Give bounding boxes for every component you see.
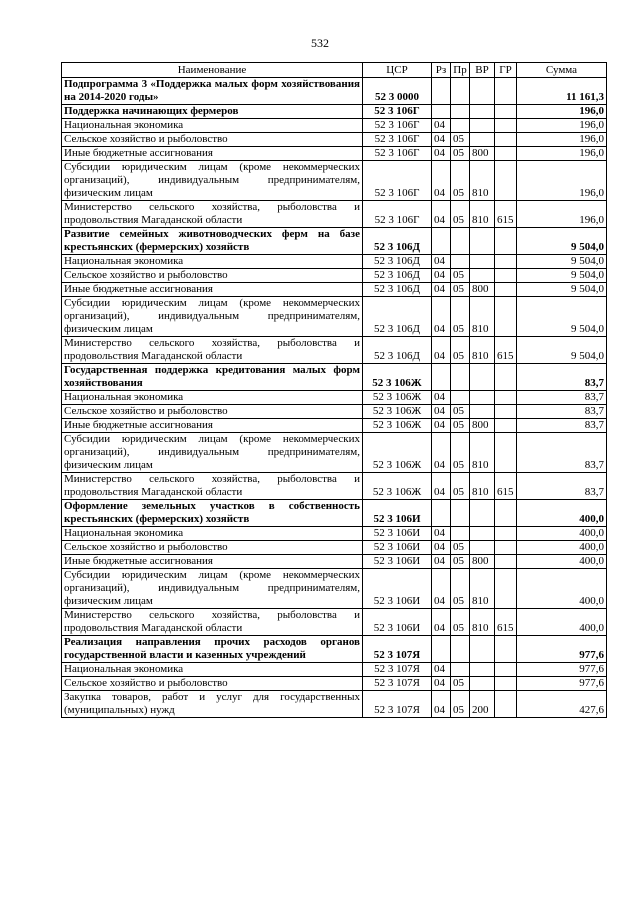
cell-vr <box>470 364 495 391</box>
table-row <box>62 228 607 255</box>
cell-gr: 615 <box>495 337 517 364</box>
cell-csr: 52 3 106Г <box>363 105 432 119</box>
cell-csr: 52 3 106И <box>363 555 432 569</box>
cell-name: Национальная экономика <box>62 119 363 133</box>
cell-vr: 810 <box>470 201 495 228</box>
table-row <box>62 161 607 201</box>
cell-name: Субсидии юридическим лицам (кроме некоммерческих организаций), индивидуальным предпринимателям, физическим лицам <box>62 433 363 473</box>
cell-rz <box>432 228 451 255</box>
table-row <box>62 133 607 147</box>
cell-rz: 04 <box>432 161 451 201</box>
cell-sum: 11 161,3 <box>517 78 607 105</box>
cell-pr <box>451 663 470 677</box>
cell-name: Подпрограмма 3 «Поддержка малых форм хозяйствования на 2014-2020 годы» <box>62 78 363 105</box>
table-row <box>62 364 607 391</box>
cell-csr: 52 3 106Г <box>363 147 432 161</box>
cell-pr <box>451 255 470 269</box>
table-row <box>62 147 607 161</box>
cell-rz: 04 <box>432 527 451 541</box>
cell-sum: 400,0 <box>517 555 607 569</box>
cell-sum: 977,6 <box>517 677 607 691</box>
cell-name: Национальная экономика <box>62 391 363 405</box>
cell-name: Национальная экономика <box>62 255 363 269</box>
cell-gr <box>495 555 517 569</box>
cell-gr <box>495 119 517 133</box>
cell-sum: 400,0 <box>517 527 607 541</box>
cell-rz <box>432 364 451 391</box>
cell-csr: 52 3 106И <box>363 527 432 541</box>
cell-csr: 52 3 106И <box>363 569 432 609</box>
cell-rz: 04 <box>432 269 451 283</box>
cell-gr <box>495 691 517 718</box>
cell-pr: 05 <box>451 541 470 555</box>
cell-name: Субсидии юридическим лицам (кроме некоммерческих организаций), индивидуальным предпринимателям, физическим лицам <box>62 569 363 609</box>
cell-pr: 05 <box>451 297 470 337</box>
cell-gr <box>495 269 517 283</box>
cell-csr: 52 3 106Ж <box>363 433 432 473</box>
cell-rz: 04 <box>432 677 451 691</box>
cell-name: Субсидии юридическим лицам (кроме некоммерческих организаций), индивидуальным предпринимателям, физическим лицам <box>62 161 363 201</box>
cell-rz: 04 <box>432 337 451 364</box>
cell-csr: 52 3 106Ж <box>363 473 432 500</box>
table-row <box>62 391 607 405</box>
cell-rz: 04 <box>432 405 451 419</box>
cell-pr: 05 <box>451 337 470 364</box>
cell-csr: 52 3 106И <box>363 541 432 555</box>
cell-name: Государственная поддержка кредитования малых форм хозяйствования <box>62 364 363 391</box>
cell-gr <box>495 569 517 609</box>
cell-csr: 52 3 106Д <box>363 283 432 297</box>
cell-sum: 196,0 <box>517 201 607 228</box>
cell-rz <box>432 500 451 527</box>
table-row <box>62 691 607 718</box>
cell-vr <box>470 269 495 283</box>
cell-rz: 04 <box>432 201 451 228</box>
cell-csr: 52 3 106Г <box>363 201 432 228</box>
header-pr: Пр <box>451 63 470 78</box>
cell-pr <box>451 636 470 663</box>
header-sum: Сумма <box>517 63 607 78</box>
table-row <box>62 255 607 269</box>
cell-sum: 9 504,0 <box>517 283 607 297</box>
cell-rz: 04 <box>432 691 451 718</box>
cell-sum: 196,0 <box>517 105 607 119</box>
cell-gr <box>495 105 517 119</box>
cell-sum: 83,7 <box>517 473 607 500</box>
cell-pr <box>451 105 470 119</box>
cell-gr <box>495 364 517 391</box>
cell-pr: 05 <box>451 473 470 500</box>
cell-sum: 9 504,0 <box>517 269 607 283</box>
cell-sum: 83,7 <box>517 364 607 391</box>
cell-sum: 427,6 <box>517 691 607 718</box>
table-row <box>62 119 607 133</box>
cell-sum: 196,0 <box>517 161 607 201</box>
cell-name: Иные бюджетные ассигнования <box>62 283 363 297</box>
cell-sum: 977,6 <box>517 663 607 677</box>
cell-name: Национальная экономика <box>62 527 363 541</box>
cell-pr: 05 <box>451 419 470 433</box>
cell-vr <box>470 228 495 255</box>
cell-pr: 05 <box>451 201 470 228</box>
table-row <box>62 500 607 527</box>
cell-vr <box>470 405 495 419</box>
cell-csr: 52 3 107Я <box>363 636 432 663</box>
cell-pr <box>451 527 470 541</box>
cell-pr <box>451 500 470 527</box>
cell-rz: 04 <box>432 569 451 609</box>
table-row <box>62 337 607 364</box>
cell-vr: 810 <box>470 609 495 636</box>
cell-name: Поддержка начинающих фермеров <box>62 105 363 119</box>
cell-vr <box>470 636 495 663</box>
cell-pr: 05 <box>451 405 470 419</box>
cell-pr <box>451 78 470 105</box>
cell-csr: 52 3 106Д <box>363 228 432 255</box>
table-row <box>62 269 607 283</box>
cell-name: Сельское хозяйство и рыболовство <box>62 405 363 419</box>
table-row <box>62 78 607 105</box>
cell-name: Иные бюджетные ассигнования <box>62 147 363 161</box>
table-row <box>62 297 607 337</box>
cell-csr: 52 3 106Д <box>363 269 432 283</box>
cell-sum: 196,0 <box>517 147 607 161</box>
cell-name: Иные бюджетные ассигнования <box>62 419 363 433</box>
cell-gr <box>495 391 517 405</box>
cell-name: Реализация направления прочих расходов органов государственной власти и казенных учреждений <box>62 636 363 663</box>
cell-sum: 9 504,0 <box>517 255 607 269</box>
cell-name: Сельское хозяйство и рыболовство <box>62 133 363 147</box>
cell-name: Министерство сельского хозяйства, рыболовства и продовольствия Магаданской области <box>62 473 363 500</box>
cell-gr <box>495 133 517 147</box>
cell-rz: 04 <box>432 119 451 133</box>
cell-vr <box>470 255 495 269</box>
cell-vr <box>470 677 495 691</box>
cell-name: Сельское хозяйство и рыболовство <box>62 269 363 283</box>
table-body <box>62 78 607 718</box>
table-row <box>62 201 607 228</box>
cell-vr: 810 <box>470 337 495 364</box>
cell-vr <box>470 391 495 405</box>
cell-vr: 800 <box>470 283 495 297</box>
cell-gr <box>495 541 517 555</box>
cell-rz <box>432 636 451 663</box>
table-row <box>62 541 607 555</box>
cell-pr: 05 <box>451 283 470 297</box>
table-row <box>62 677 607 691</box>
cell-sum: 83,7 <box>517 433 607 473</box>
cell-pr: 05 <box>451 147 470 161</box>
cell-sum: 400,0 <box>517 609 607 636</box>
cell-csr: 52 3 106Г <box>363 119 432 133</box>
cell-name: Национальная экономика <box>62 663 363 677</box>
cell-csr: 52 3 107Я <box>363 691 432 718</box>
cell-vr: 810 <box>470 433 495 473</box>
cell-csr: 52 3 106И <box>363 500 432 527</box>
header-row <box>62 63 607 78</box>
cell-name: Субсидии юридическим лицам (кроме некоммерческих организаций), индивидуальным предпринимателям, физическим лицам <box>62 297 363 337</box>
table-row <box>62 663 607 677</box>
cell-name: Сельское хозяйство и рыболовство <box>62 541 363 555</box>
cell-sum: 400,0 <box>517 541 607 555</box>
header-gr: ГР <box>495 63 517 78</box>
cell-name: Закупка товаров, работ и услуг для государственных (муниципальных) нужд <box>62 691 363 718</box>
cell-rz: 04 <box>432 391 451 405</box>
cell-vr: 810 <box>470 569 495 609</box>
cell-vr: 810 <box>470 161 495 201</box>
cell-rz: 04 <box>432 133 451 147</box>
table-row <box>62 419 607 433</box>
cell-sum: 9 504,0 <box>517 297 607 337</box>
cell-pr <box>451 228 470 255</box>
cell-rz: 04 <box>432 433 451 473</box>
cell-csr: 52 3 107Я <box>363 663 432 677</box>
cell-pr: 05 <box>451 133 470 147</box>
cell-gr <box>495 500 517 527</box>
cell-rz: 04 <box>432 541 451 555</box>
cell-rz <box>432 105 451 119</box>
table-row <box>62 473 607 500</box>
cell-gr <box>495 228 517 255</box>
cell-sum: 83,7 <box>517 405 607 419</box>
cell-rz: 04 <box>432 609 451 636</box>
cell-name: Министерство сельского хозяйства, рыболовства и продовольствия Магаданской области <box>62 201 363 228</box>
cell-vr <box>470 663 495 677</box>
cell-pr: 05 <box>451 555 470 569</box>
budget-table <box>61 62 607 718</box>
cell-vr <box>470 527 495 541</box>
cell-pr <box>451 364 470 391</box>
page-number: 532 <box>311 36 329 50</box>
header-vr: ВР <box>470 63 495 78</box>
cell-sum: 9 504,0 <box>517 228 607 255</box>
cell-csr: 52 3 106Ж <box>363 405 432 419</box>
cell-csr: 52 3 107Я <box>363 677 432 691</box>
table-row <box>62 283 607 297</box>
cell-csr: 52 3 0000 <box>363 78 432 105</box>
cell-pr: 05 <box>451 609 470 636</box>
table-row <box>62 569 607 609</box>
cell-csr: 52 3 106Д <box>363 255 432 269</box>
cell-name: Иные бюджетные ассигнования <box>62 555 363 569</box>
cell-gr <box>495 663 517 677</box>
cell-csr: 52 3 106И <box>363 609 432 636</box>
cell-gr <box>495 78 517 105</box>
cell-csr: 52 3 106Д <box>363 297 432 337</box>
cell-sum: 977,6 <box>517 636 607 663</box>
cell-vr <box>470 105 495 119</box>
cell-vr: 800 <box>470 555 495 569</box>
header-rz: Рз <box>432 63 451 78</box>
cell-rz: 04 <box>432 255 451 269</box>
cell-gr <box>495 283 517 297</box>
cell-vr: 800 <box>470 419 495 433</box>
cell-pr: 05 <box>451 161 470 201</box>
table-row <box>62 636 607 663</box>
cell-sum: 196,0 <box>517 119 607 133</box>
cell-pr <box>451 119 470 133</box>
cell-rz: 04 <box>432 473 451 500</box>
cell-rz: 04 <box>432 555 451 569</box>
cell-gr <box>495 147 517 161</box>
cell-vr: 800 <box>470 147 495 161</box>
cell-vr <box>470 78 495 105</box>
cell-rz <box>432 78 451 105</box>
cell-name: Министерство сельского хозяйства, рыболовства и продовольствия Магаданской области <box>62 337 363 364</box>
cell-pr: 05 <box>451 677 470 691</box>
cell-rz: 04 <box>432 419 451 433</box>
cell-name: Развитие семейных животноводческих ферм на базе крестьянских (фермерских) хозяйств <box>62 228 363 255</box>
cell-pr: 05 <box>451 269 470 283</box>
table-row <box>62 609 607 636</box>
cell-rz: 04 <box>432 663 451 677</box>
cell-sum: 400,0 <box>517 569 607 609</box>
cell-csr: 52 3 106Д <box>363 337 432 364</box>
table-row <box>62 405 607 419</box>
cell-gr <box>495 161 517 201</box>
cell-gr: 615 <box>495 609 517 636</box>
cell-gr <box>495 433 517 473</box>
cell-vr <box>470 541 495 555</box>
table-row <box>62 527 607 541</box>
cell-gr <box>495 405 517 419</box>
cell-sum: 83,7 <box>517 391 607 405</box>
table-row <box>62 555 607 569</box>
cell-pr: 05 <box>451 569 470 609</box>
cell-sum: 400,0 <box>517 500 607 527</box>
cell-name: Министерство сельского хозяйства, рыболовства и продовольствия Магаданской области <box>62 609 363 636</box>
cell-vr <box>470 500 495 527</box>
cell-csr: 52 3 106Г <box>363 161 432 201</box>
cell-gr: 615 <box>495 473 517 500</box>
table-row <box>62 433 607 473</box>
cell-pr <box>451 391 470 405</box>
cell-csr: 52 3 106Ж <box>363 364 432 391</box>
table-header <box>62 63 607 78</box>
cell-gr <box>495 419 517 433</box>
cell-vr <box>470 119 495 133</box>
header-csr: ЦСР <box>363 63 432 78</box>
header-name: Наименование <box>62 63 363 78</box>
cell-gr <box>495 297 517 337</box>
cell-rz: 04 <box>432 283 451 297</box>
cell-gr <box>495 677 517 691</box>
cell-name: Оформление земельных участков в собственность крестьянских (фермерских) хозяйств <box>62 500 363 527</box>
cell-rz: 04 <box>432 147 451 161</box>
cell-name: Сельское хозяйство и рыболовство <box>62 677 363 691</box>
cell-gr <box>495 255 517 269</box>
cell-sum: 9 504,0 <box>517 337 607 364</box>
cell-pr: 05 <box>451 691 470 718</box>
cell-sum: 196,0 <box>517 133 607 147</box>
cell-vr: 810 <box>470 297 495 337</box>
cell-vr: 200 <box>470 691 495 718</box>
cell-rz: 04 <box>432 297 451 337</box>
cell-csr: 52 3 106Ж <box>363 391 432 405</box>
cell-gr: 615 <box>495 201 517 228</box>
cell-csr: 52 3 106Ж <box>363 419 432 433</box>
cell-vr: 810 <box>470 473 495 500</box>
cell-sum: 83,7 <box>517 419 607 433</box>
cell-gr <box>495 636 517 663</box>
cell-pr: 05 <box>451 433 470 473</box>
cell-gr <box>495 527 517 541</box>
table-row <box>62 105 607 119</box>
cell-csr: 52 3 106Г <box>363 133 432 147</box>
cell-vr <box>470 133 495 147</box>
